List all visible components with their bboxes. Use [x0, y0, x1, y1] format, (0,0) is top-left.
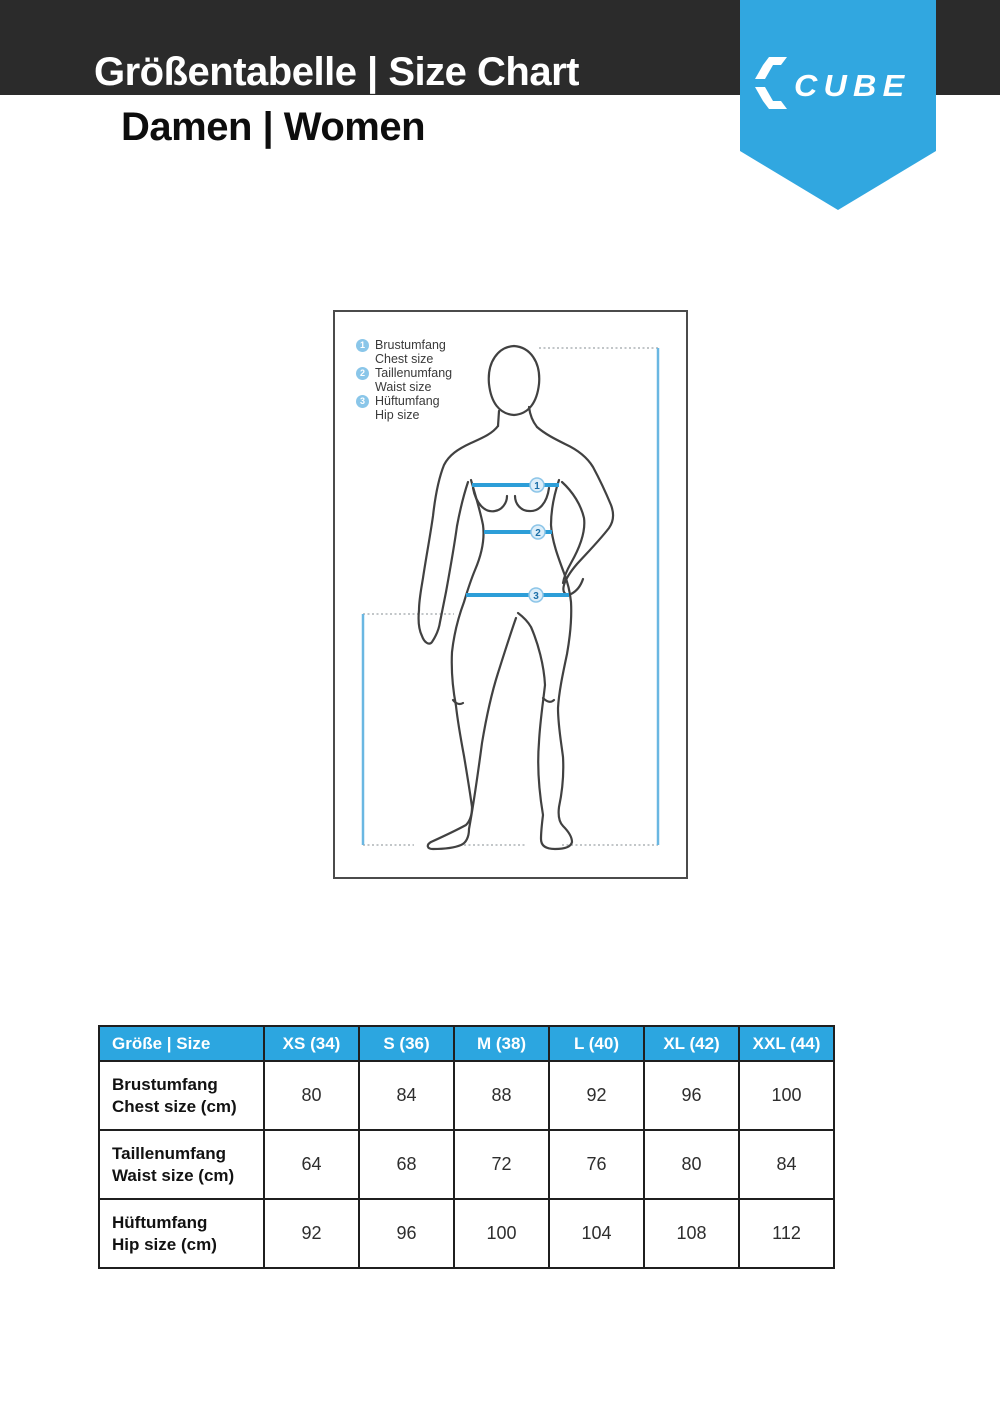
column-header-xs: XS (34)	[264, 1026, 359, 1061]
hip-marker-number: 3	[533, 591, 539, 602]
legend-item-chest	[356, 338, 452, 366]
measurement-legend	[356, 338, 452, 422]
right-knee-mark	[543, 698, 554, 702]
size-table	[98, 1025, 835, 1269]
legend-bullet-1: 1	[356, 339, 369, 352]
column-header-size: Größe | Size	[99, 1026, 264, 1061]
right-torso-leg-outline	[518, 480, 572, 849]
cube-logo-wordmark: CUBE	[794, 68, 911, 103]
waist-value-xl: 80	[644, 1130, 739, 1199]
chest-value-xl: 96	[644, 1061, 739, 1130]
waist-value-xxl: 84	[739, 1130, 834, 1199]
cube-logo-icon	[753, 57, 789, 109]
left-torso-leg-outline	[428, 480, 516, 849]
row-label-hip: Hüftumfang Hip size (cm)	[99, 1199, 264, 1268]
legend-bullet-2: 2	[356, 367, 369, 380]
waist-value-m: 72	[454, 1130, 549, 1199]
table-row-chest	[99, 1061, 834, 1130]
head-outline	[489, 346, 539, 415]
column-header-m: M (38)	[454, 1026, 549, 1061]
chest-value-s: 84	[359, 1061, 454, 1130]
hip-value-xxl: 112	[739, 1199, 834, 1268]
legend-chest-en: Chest size	[375, 352, 434, 366]
chest-value-m: 88	[454, 1061, 549, 1130]
legend-waist-en: Waist size	[375, 380, 432, 394]
legend-chest-de: Brustumfang	[375, 338, 446, 352]
column-header-xl: XL (42)	[644, 1026, 739, 1061]
waist-marker-number: 2	[535, 528, 541, 539]
column-header-l: L (40)	[549, 1026, 644, 1061]
waist-value-xs: 64	[264, 1130, 359, 1199]
legend-hip-de: Hüftumfang	[375, 394, 440, 408]
size-table-header-row	[99, 1026, 834, 1061]
hip-value-s: 96	[359, 1199, 454, 1268]
table-row-waist	[99, 1130, 834, 1199]
legend-hip-en: Hip size	[375, 408, 420, 422]
page-title: Größentabelle | Size Chart	[94, 50, 579, 94]
measurement-figure-box	[333, 310, 688, 879]
neck-left	[498, 411, 499, 426]
waist-value-s: 68	[359, 1130, 454, 1199]
bust-curve-right	[515, 488, 549, 511]
measurement-markers	[529, 478, 545, 602]
row-label-chest: Brustumfang Chest size (cm)	[99, 1061, 264, 1130]
table-row-hip	[99, 1199, 834, 1268]
chest-marker-number: 1	[534, 481, 540, 492]
hip-value-xl: 108	[644, 1199, 739, 1268]
legend-bullet-3: 3	[356, 395, 369, 408]
hip-value-l: 104	[549, 1199, 644, 1268]
hip-value-m: 100	[454, 1199, 549, 1268]
column-header-s: S (36)	[359, 1026, 454, 1061]
page-subtitle: Damen | Women	[121, 105, 426, 149]
legend-item-waist	[356, 366, 452, 394]
row-label-waist: Taillenumfang Waist size (cm)	[99, 1130, 264, 1199]
hip-value-xs: 92	[264, 1199, 359, 1268]
neck-right	[529, 407, 537, 427]
chest-value-xxl: 100	[739, 1061, 834, 1130]
chest-value-l: 92	[549, 1061, 644, 1130]
waist-value-l: 76	[549, 1130, 644, 1199]
legend-item-hip	[356, 394, 452, 422]
right-arm-outline	[537, 427, 613, 595]
legend-waist-de: Taillenumfang	[375, 366, 453, 380]
left-arm-outline	[419, 426, 498, 644]
chest-value-xs: 80	[264, 1061, 359, 1130]
column-header-xxl: XXL (44)	[739, 1026, 834, 1061]
